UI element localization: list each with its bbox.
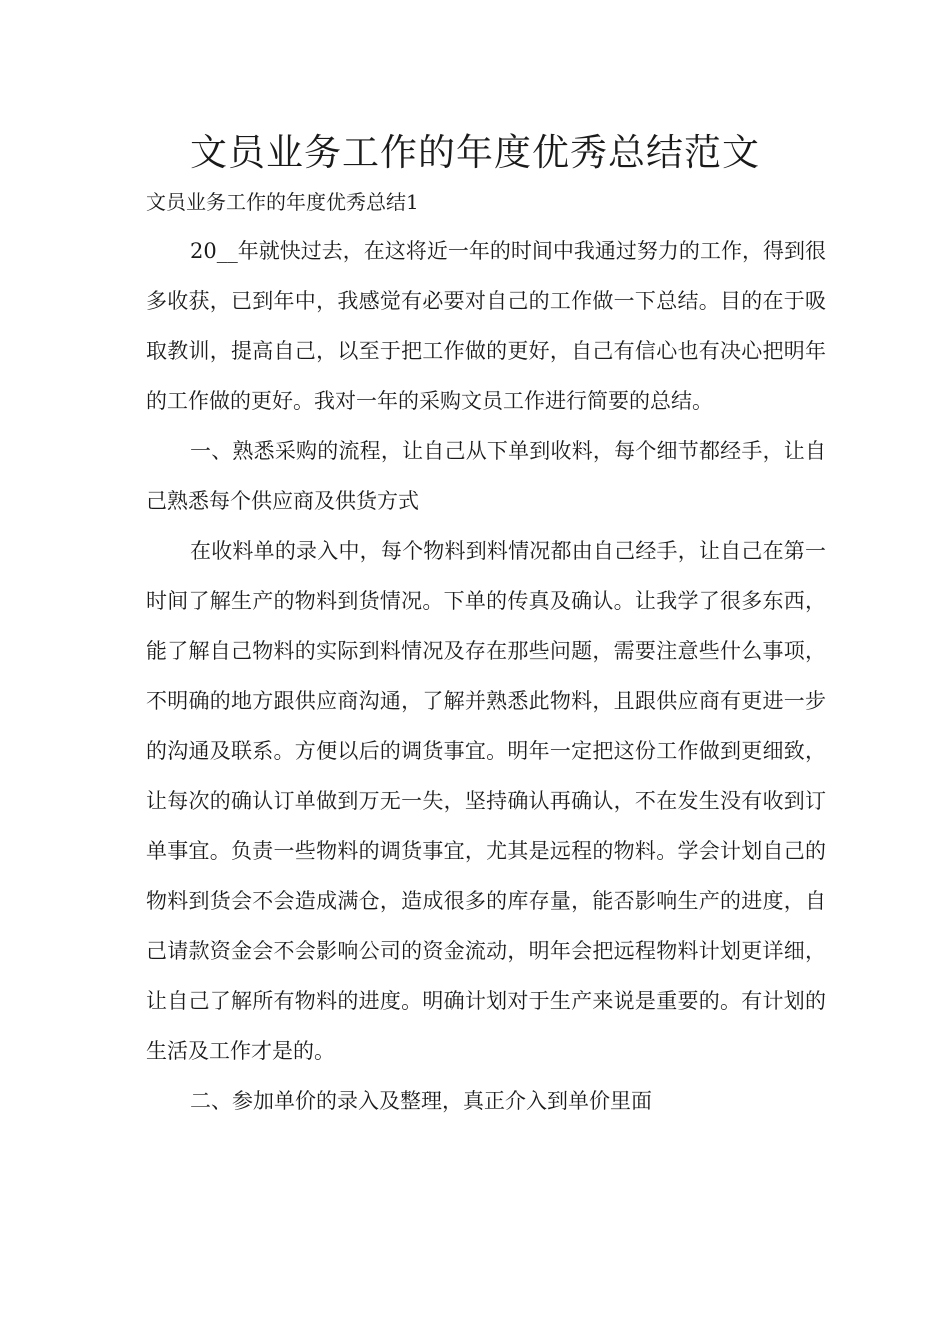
- document-subtitle: 文员业务工作的年度优秀总结1: [146, 190, 419, 214]
- document-title: 文员业务工作的年度优秀总结范文: [190, 131, 760, 174]
- document-body: [146, 226, 826, 1126]
- paragraph-section-1: 在收料单的录入中，每个物料到料情况都由自己经手，让自己在第一时间了解生产的物料到货情况。下单的传真及确认。让我学了很多东西，能了解自己物料的实际到料情况及存在那些问题，需要注意些什么事项，不明确的地方跟供应商沟通，了解并熟悉此物料，且跟供应商有更进一步的沟通及联系。方便以后的调货事宜。明年一定把这份工作做到更细致，让每次的确认订单做到万无一失，坚持确认再确认，不在发生没有收到订单事宜。负责一些物料的调货事宜，尤其是远程的物料。学会计划自己的物料到货会不会造成满仓，造成很多的库存量，能否影响生产的进度，自己请款资金会不会影响公司的资金流动，明年会把远程物料计划更详细，让自己了解所有物料的进度。明确计划对于生产来说是重要的。有计划的生活及工作才是的。: [146, 539, 826, 1063]
- paragraph-intro: 20__年就快过去，在这将近一年的时间中我通过努力的工作，得到很多收获，已到年中，我感觉有必要对自己的工作做一下总结。目的在于吸取教训，提高自己，以至于把工作做的更好，自己有信心也有决心把明年的工作做的更好。我对一年的采购文员工作进行简要的总结。: [146, 239, 826, 413]
- section-heading-2: 二、参加单价的录入及整理，真正介入到单价里面: [190, 1089, 652, 1113]
- section-heading-1: 一、熟悉采购的流程，让自己从下单到收料，每个细节都经手，让自己熟悉每个供应商及供货方式: [146, 439, 826, 513]
